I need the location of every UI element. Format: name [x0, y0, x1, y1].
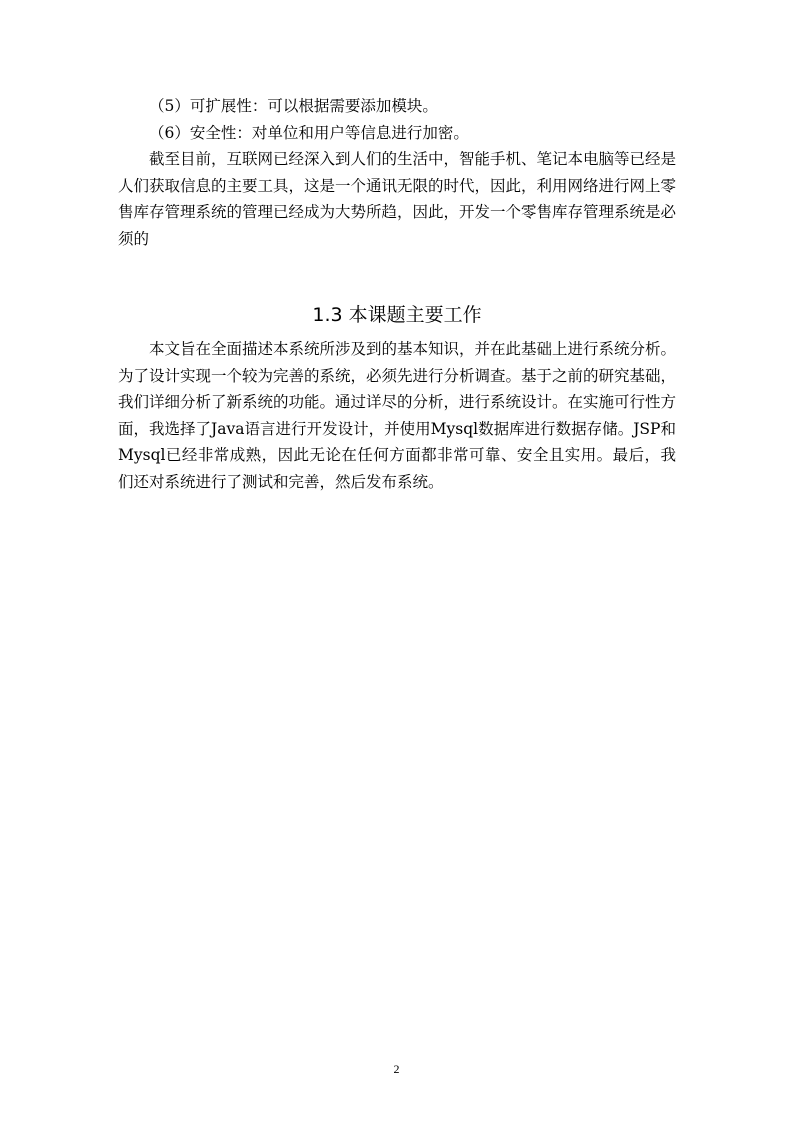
- intro-paragraph: 截至目前，互联网已经深入到人们的生活中，智能手机、笔记本电脑等已经是人们获取信息的主要工具，这是一个通讯无限的时代，因此，利用网络进行网上零售库存管理系统的管理已经成为大势所趋，因此，开发一个零售库存管理系统是必须的: [118, 150, 677, 248]
- section-heading: 1.3 本课题主要工作: [312, 304, 482, 326]
- list-item-security: （6）安全性：对单位和用户等信息进行加密。: [149, 123, 469, 142]
- page-number: 2: [393, 1062, 400, 1076]
- list-item-extensibility: （5）可扩展性：可以根据需要添加模块。: [149, 97, 438, 115]
- section-paragraph: 本文旨在全面描述本系统所涉及到的基本知识，并在此基础上进行系统分析。为了设计实现一个较为完善的系统，必须先进行分析调查。基于之前的研究基础，我们详细分析了新系统的功能。通过详尽的分析，进行系统设计。在实施可行性方面，我选择了Java语言进行开发设计，并使用Mysql数据库进行数据存储。JSP和Mysql已经非常成熟，因此无论在任何方面都非常可靠、安全且实用。最后，我们还对系统进行了测试和完善，然后发布系统。: [118, 340, 677, 491]
- page-content: [118, 93, 676, 495]
